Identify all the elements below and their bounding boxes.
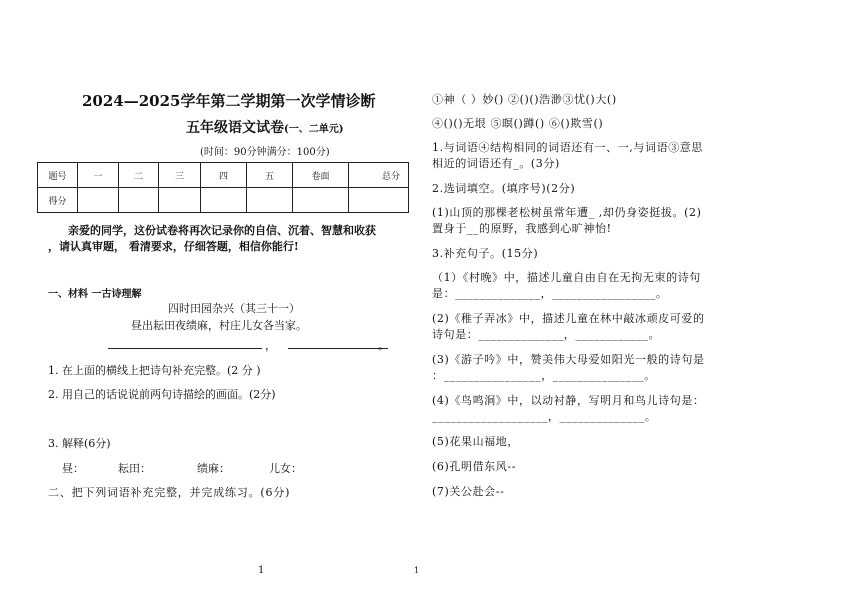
poem-period: 。: [378, 339, 389, 352]
table-header-cell: 卷面: [293, 163, 349, 188]
table-header-cell: 五: [247, 163, 293, 188]
poem-blank-1[interactable]: [108, 348, 262, 349]
section1-heading: 一、材料 一古诗理解: [48, 289, 142, 300]
table-header-cell: 总分: [349, 163, 409, 188]
completion-6: (6)孔明借东风--: [432, 460, 517, 473]
completion-1-line2: 是：______________，_________________。: [432, 287, 668, 300]
words-row-2: ④()()无垠 ⑤暝()蹲() ⑥()欺雪(): [432, 117, 604, 130]
completion-4-line2: ___________________，______________。: [432, 410, 657, 423]
right-q1-line2: 相近的词语还有_。(3分): [432, 157, 560, 170]
table-header-cell: 一: [78, 163, 119, 188]
table-header-cell: 四: [201, 163, 247, 188]
score-cell[interactable]: [349, 188, 409, 213]
score-cell[interactable]: [201, 188, 247, 213]
words-row-1: ①神（ ）妙() ②()()浩渺③忧()大(): [432, 93, 617, 106]
completion-2-line1: (2)《稚子弄冰》中，描述儿童在林中敲冰顽皮可爱的: [432, 312, 705, 325]
page-number-left: 1: [258, 565, 265, 576]
question-3: 3. 解释(6分): [48, 437, 111, 450]
completion-4-line1: (4)《鸟鸣涧》中，以动衬静，写明月和鸟儿诗句是：: [432, 394, 705, 407]
completion-3-line1: (3)《游子吟》中，赞美伟大母爱如阳光一般的诗句是: [432, 353, 705, 366]
right-q2-line1: (1)山顶的那棵老松树虽常年遭_ ,却仍身姿挺拔。(2): [432, 206, 702, 219]
score-table: [37, 162, 409, 213]
subtitle-scope: (一、二单元): [284, 124, 344, 135]
right-q2-line2: 置身于__的原野，我感到心旷神怡!: [432, 222, 612, 235]
exam-title: 2024—2025学年第二学期第一次学情诊断: [82, 92, 376, 110]
poem-comma: ，: [265, 339, 276, 352]
subtitle-main: 五年级语文试卷: [186, 120, 284, 136]
right-q3: 3.补充句子。(15分): [432, 247, 539, 260]
right-q1-line1: 1.与词语④结构相同的词语还有一、一,与词语③意思: [432, 141, 703, 154]
time-info: (时间：90分钟满分：100分): [200, 147, 330, 158]
completion-1-line1: （1）《村晚》中，描述儿童自由自在无拘无束的诗句: [432, 271, 701, 284]
poem-line: 昼出耘田夜绩麻，村庄儿女各当家。: [131, 319, 307, 332]
completion-2-line2: 诗句是：______________，____________。: [432, 328, 661, 341]
term-1: 昼：: [62, 462, 84, 475]
poem-title: 四时田园杂兴（其三十一）: [168, 302, 300, 315]
page-number-right: 1: [414, 566, 420, 575]
score-cell[interactable]: [293, 188, 349, 213]
exam-subtitle: [186, 117, 343, 137]
table-header-cell: 二: [119, 163, 159, 188]
score-value-row: [38, 188, 409, 213]
question-1: 1. 在上面的横线上把诗句补充完整。(2 分 ): [48, 364, 261, 377]
intro-line-2: ，请认真审题， 看清要求，仔细答题，相信你能行!: [48, 240, 299, 253]
intro-line-1: 亲爱的同学，这份试卷将再次记录你的自信、沉着、智慧和收获: [68, 224, 376, 237]
completion-7: (7)关公赴会--: [432, 485, 505, 498]
section2-heading: 二、把下列词语补充完整，并完成练习。(6分): [48, 486, 291, 499]
completion-5: (5)花果山福地，: [432, 435, 519, 448]
score-cell[interactable]: [247, 188, 293, 213]
table-label: 得分: [38, 188, 78, 213]
score-cell[interactable]: [78, 188, 119, 213]
score-cell[interactable]: [119, 188, 159, 213]
term-4: 儿女：: [269, 462, 302, 475]
term-3: 绩麻：: [197, 462, 230, 475]
question-2: 2. 用自己的话说说前两句诗描绘的画面。(2分): [48, 388, 276, 401]
term-2: 耘田：: [118, 462, 151, 475]
score-header-row: [38, 163, 409, 188]
score-cell[interactable]: [159, 188, 201, 213]
table-header-cell: 三: [159, 163, 201, 188]
right-q2: 2.选词填空。(填序号)(2分): [432, 182, 576, 195]
poem-blank-2[interactable]: [288, 348, 388, 349]
completion-3-line2: ：________________，_______________。: [432, 369, 656, 382]
table-label: 题号: [38, 163, 78, 188]
